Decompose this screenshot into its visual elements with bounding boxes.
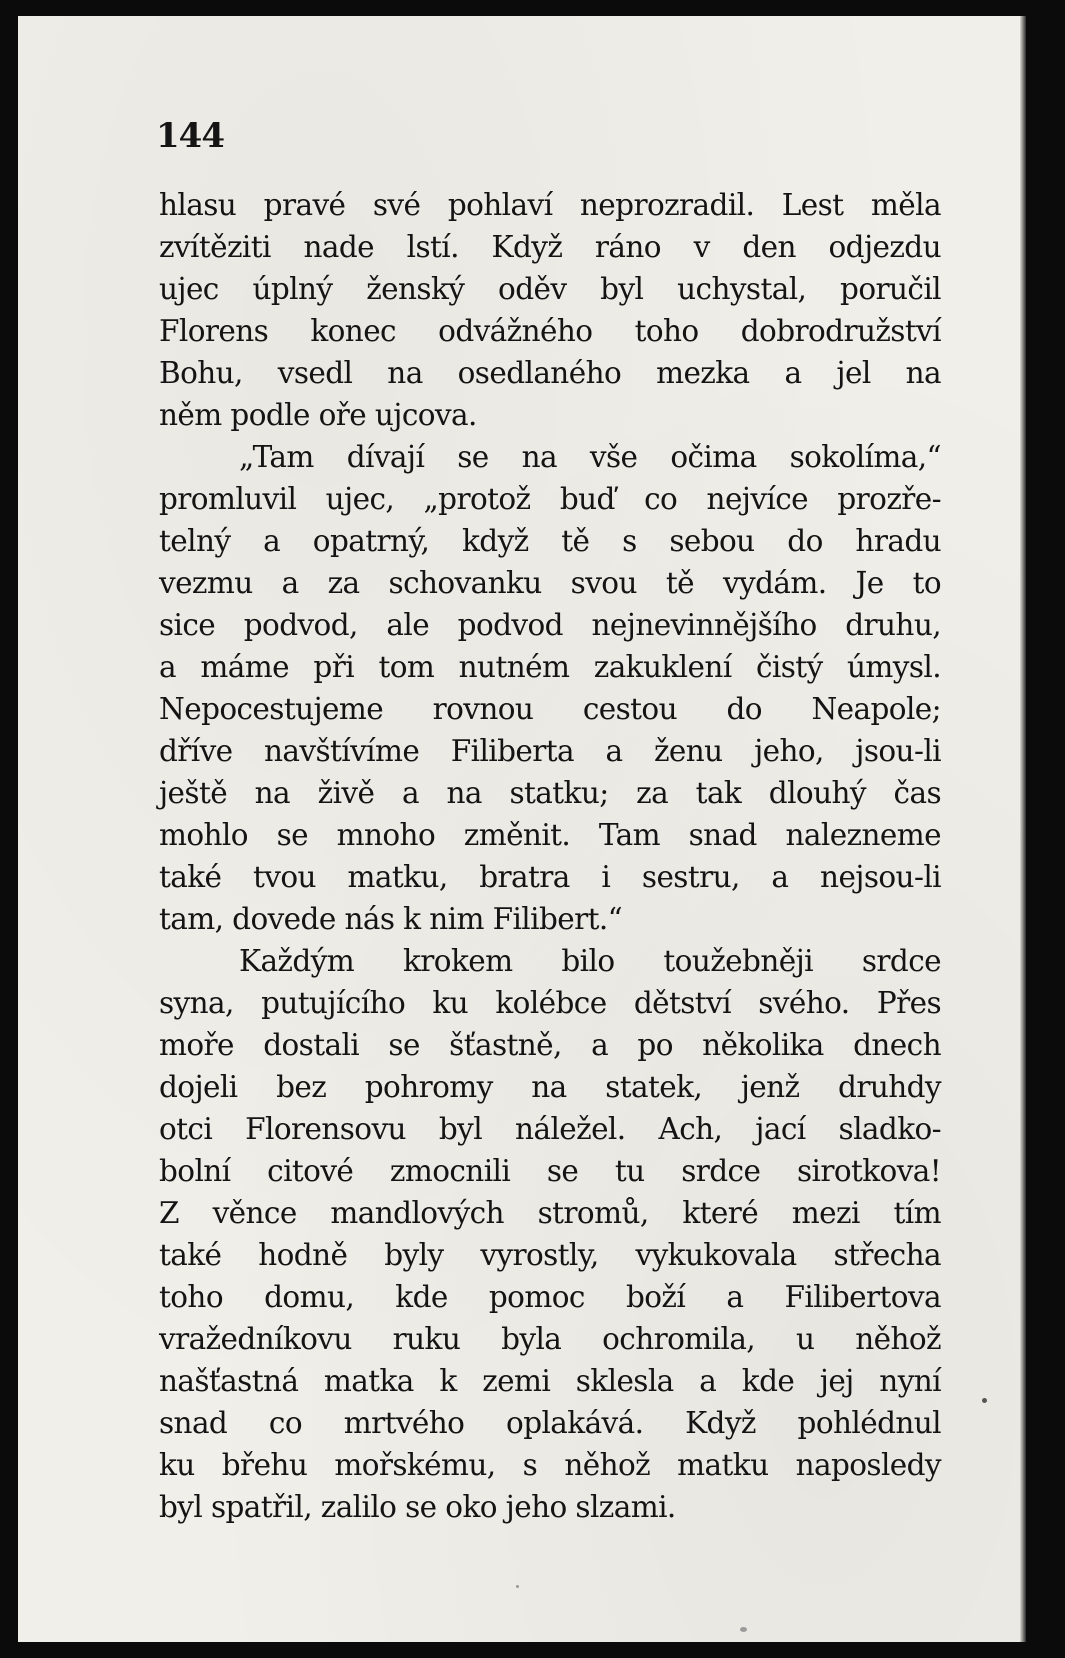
book-page — [18, 16, 1026, 1642]
text-line: něm podle oře ujcova. — [159, 398, 477, 432]
text-line: bolní citové zmocnili se tu srdce sirotkova! — [159, 1154, 941, 1188]
text-line: Bohu, vsedl na osedlaného mezka a jel na — [159, 356, 941, 390]
text-line: Každým krokem bilo toužebněji srdce — [239, 944, 941, 978]
text-line: dříve navštívíme Filiberta a ženu jeho, jsou-li — [159, 734, 941, 768]
page-edge — [1020, 16, 1026, 1642]
text-line: „Tam dívají se na vše očima sokolíma,“ — [239, 440, 941, 474]
print-speck — [516, 1585, 519, 1588]
text-line: Z věnce mandlových stromů, které mezi tím — [159, 1196, 941, 1230]
text-line: vezmu a za schovanku svou tě vydám. Je to — [159, 566, 941, 600]
text-line: mohlo se mnoho změnit. Tam snad nalezneme — [159, 818, 941, 852]
text-line: byl spatřil, zalilo se oko jeho slzami. — [159, 1490, 676, 1524]
text-line: moře dostali se šťastně, a po několika dnech — [159, 1028, 941, 1062]
text-line: promluvil ujec, „protož buď co nejvíce prozře- — [159, 482, 941, 516]
text-line: dojeli bez pohromy na statek, jenž druhdy — [159, 1070, 941, 1104]
text-line: telný a opatrný, když tě s sebou do hradu — [159, 524, 941, 558]
text-line: vražedníkovu ruku byla ochromila, u něhož — [159, 1322, 941, 1356]
text-line: sice podvod, ale podvod nejnevinnějšího druhu, — [159, 608, 941, 642]
text-line: Florens konec odvážného toho dobrodružství — [159, 314, 941, 348]
text-line: a máme při tom nutném zakuklení čistý úmysl. — [159, 650, 941, 684]
text-line: otci Florensovu byl náležel. Ach, jací sladko- — [159, 1112, 941, 1146]
print-speck — [740, 1627, 747, 1632]
text-line: hlasu pravé své pohlaví neprozradil. Lest měla — [159, 188, 941, 222]
text-line: také tvou matku, bratra i sestru, a nejsou-li — [159, 860, 941, 894]
print-speck — [982, 1398, 987, 1403]
text-line: ujec úplný ženský oděv byl uchystal, poručil — [159, 272, 941, 306]
page-number: 144 — [156, 116, 224, 156]
text-line: syna, putujícího ku kolébce dětství svého. Přes — [159, 986, 941, 1020]
text-line: zvítěziti nade lstí. Když ráno v den odjezdu — [159, 230, 941, 264]
body-text — [159, 184, 941, 1528]
text-line: Nepocestujeme rovnou cestou do Neapole; — [159, 692, 941, 726]
text-line: snad co mrtvého oplakává. Když pohlédnul — [159, 1406, 941, 1440]
text-line: toho domu, kde pomoc boží a Filibertova — [159, 1280, 941, 1314]
text-line: také hodně byly vyrostly, vykukovala střecha — [159, 1238, 941, 1272]
text-line: ještě na živě a na statku; za tak dlouhý čas — [159, 776, 941, 810]
text-line: tam, dovede nás k nim Filibert.“ — [159, 902, 623, 936]
text-line: ku břehu mořskému, s něhož matku naposledy — [159, 1448, 941, 1482]
text-line: našťastná matka k zemi sklesla a kde jej nyní — [159, 1364, 941, 1398]
